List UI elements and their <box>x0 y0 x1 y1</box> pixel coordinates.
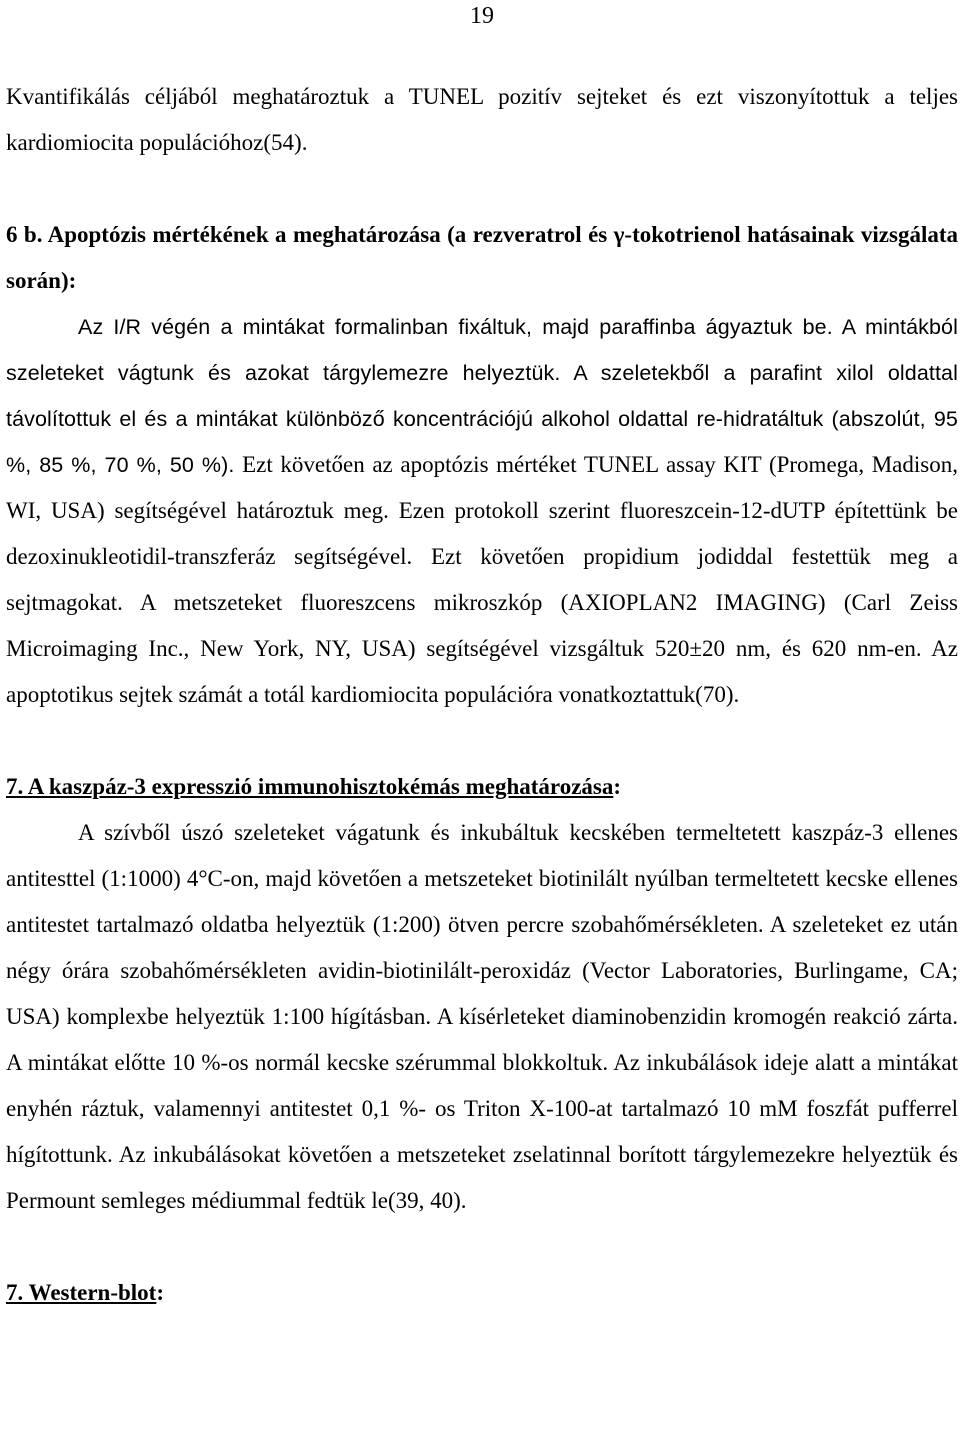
section-6b-paragraph <box>6 304 958 718</box>
spacer <box>6 166 958 212</box>
section-7-heading-text: 7. A kaszpáz-3 expresszió immunohisztokémás meghatározása <box>6 774 614 799</box>
section-6b-heading: 6 b. Apoptózis mértékének a meghatározása (a rezveratrol és γ-tokotrienol hatásainak vizsgálata során): <box>6 222 958 293</box>
section-7-heading-suffix: : <box>613 774 622 799</box>
page-number: 19 <box>470 3 494 29</box>
western-blot-heading-suffix: : <box>156 1280 165 1305</box>
section-7-heading <box>6 764 958 810</box>
section-7-paragraph: A szívből úszó szeleteket vágatunk és inkubáltuk kecskében termeltetett kaszpáz-3 ellenes antitesttel (1:1000) 4°C-on, majd követően a metszeteket biotinilált nyúlban termeltetett kecske ellenes antitestet tartalmazó oldatba helyeztük (1:200) ötven percre szobahőmérsékleten. A szeleteket ez után négy órára szobahőmérsékleten avidin-biotinilált-peroxidáz (Vector Laboratories, Burlingame, CA; USA) komplexbe helyeztük 1:100 hígításban. A kísérleteket diaminobenzidin kromogén reakció zárta. A mintákat előtte 10 %-os normál kecske szérummal blokkoltuk. Az inkubálások ideje alatt a mintákat enyhén ráztuk, valamennyi antitestet 0,1 %- os Triton X-100-at tartalmazó 10 mM foszfát pufferrel hígítottunk. Az inkubálásokat követően a metszeteket zselatinnal borított tárgylemezekre helyeztük és Permount semleges médiummal fedtük le(39, 40). <box>6 820 958 1213</box>
western-blot-heading <box>6 1270 958 1316</box>
section-6b-paragraph-sans-part: Az I/R végén a mintákat formalinban fixáltuk, majd paraffinba ágyaztuk be. A mintákból szeleteket vágtunk és azokat tárgylemezre helyeztük. A szeletekből a parafint xilol oldattal távolítottuk el és a mintákat különböző koncentrációjú alkohol oldattal re-hidratáltuk (abszolút, 95 %, 85 %, 70 %, 50 %). <box>6 315 958 477</box>
spacer <box>6 718 958 764</box>
western-blot-heading-text: 7. Western-blot <box>6 1280 157 1305</box>
spacer <box>6 1224 958 1270</box>
document-body <box>6 74 958 1316</box>
intro-paragraph: Kvantifikálás céljából meghatároztuk a TUNEL pozitív sejteket és ezt viszonyítottuk a teljes kardiomiocita populációhoz(54). <box>6 84 958 155</box>
section-6b-paragraph-serif-part: Ezt követően az apoptózis mértéket TUNEL assay KIT (Promega, Madison, WI, USA) segítségével határoztuk meg. Ezen protokoll szerint fluoreszcein-12-dUTP építettünk be dezoxinukleotidil-transzferáz segítségével. Ezt követően propidium jodiddal festettük meg a sejtmagokat. A metszeteket fluoreszcens mikroszkóp (AXIOPLAN2 IMAGING) (Carl Zeiss Microimaging Inc., New York, NY, USA) segítségével vizsgáltuk 520±20 nm, és 620 nm-en. Az apoptotikus sejtek számát a totál kardiomiocita populációra vonatkoztattuk(70). <box>6 452 958 707</box>
